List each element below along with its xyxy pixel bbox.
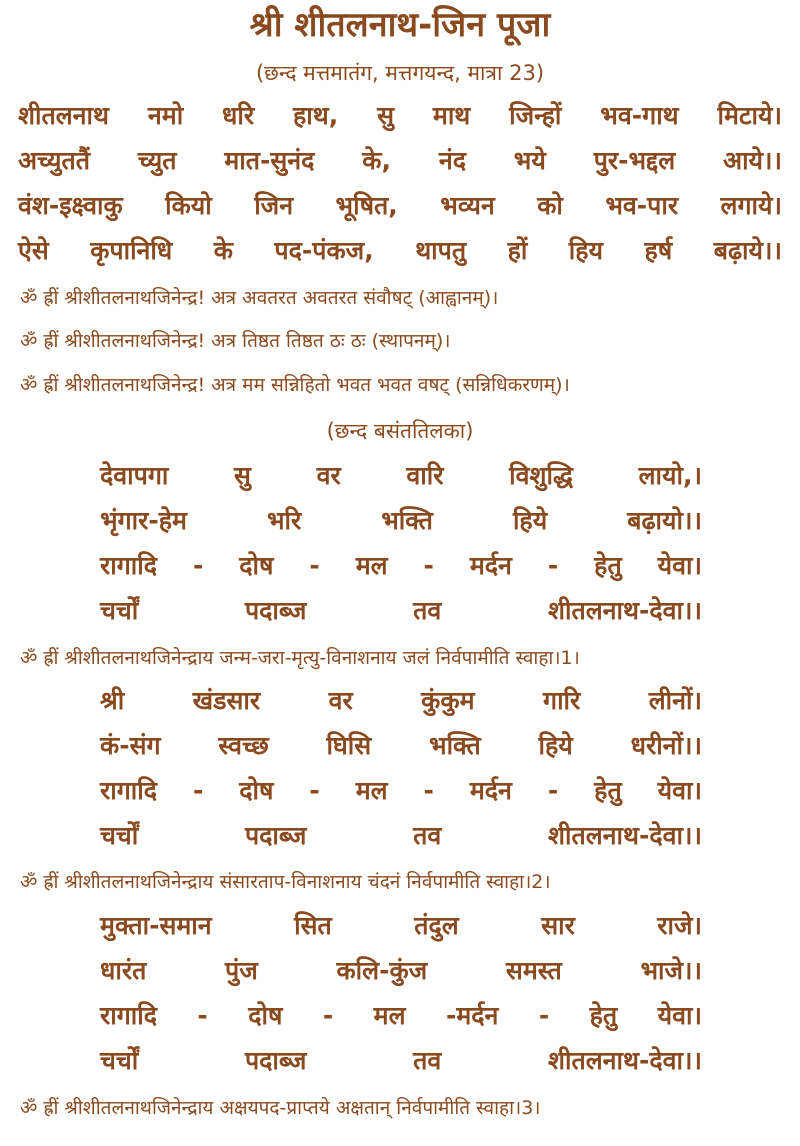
- verse-line-1: शीतलनाथ नमो धरि हाथ, सु माथ जिन्हों भव-गाथ मिटाये।: [18, 101, 782, 130]
- word: भाजे।।: [640, 956, 702, 985]
- stanza-3-line-3: [100, 996, 702, 1036]
- word: -: [322, 1001, 334, 1030]
- verse-line-3: वंश-इक्ष्वाकु कियो जिन भूषित, भव्यन को भव-पार लगाये।: [18, 191, 782, 220]
- word: पदाब्ज: [244, 596, 307, 625]
- word: हिये: [538, 731, 573, 760]
- word: -: [197, 1001, 208, 1030]
- word: सित: [294, 911, 332, 940]
- word: समस्त: [505, 956, 562, 985]
- stanza-3-line-4: [100, 1041, 702, 1081]
- word: लीनों।: [648, 686, 702, 715]
- word: स्वच्छ: [218, 731, 269, 760]
- word: शीतलनाथ-देवा।।: [547, 1046, 702, 1075]
- word: घिसि: [326, 731, 372, 760]
- word: लायो,।: [638, 461, 702, 490]
- word: हेतु: [594, 776, 622, 805]
- word: श्री: [100, 686, 125, 715]
- meter-heading-2: (छन्द बसंततिलका): [326, 419, 474, 443]
- stanza-1-line-2: [100, 501, 702, 541]
- word: तव: [413, 596, 442, 625]
- word: -: [547, 551, 559, 580]
- stanza-3-line-2: [100, 951, 702, 991]
- word: दोष: [239, 776, 274, 805]
- word: सु: [234, 461, 251, 490]
- word: राजे।: [657, 911, 702, 940]
- invocation-aahvanam: ॐ ह्रीं श्रीशीतलनाथजिनेन्द्र! अत्र अवतरत अवतरत संवौषट् (आह्वानम्)।: [20, 287, 499, 309]
- word: येवा।: [657, 551, 702, 580]
- word: रागादि: [100, 1001, 158, 1030]
- stanza-2-line-1: [100, 681, 702, 721]
- stanza-2-line-3: [100, 771, 702, 811]
- word: मुक्ता-समान: [100, 911, 212, 940]
- word: -: [423, 551, 434, 580]
- word: कुंकुम: [421, 686, 475, 715]
- word: चर्चों: [100, 821, 139, 850]
- word: चर्चों: [100, 596, 139, 625]
- stanza-1-line-3: [100, 546, 702, 586]
- verse-line-4: ऐसे कृपानिधि के पद-पंकज, थापतु हों हिय हर्ष बढ़ाये।।: [18, 236, 782, 265]
- word: -: [423, 776, 434, 805]
- word: मल: [355, 776, 388, 805]
- word: धारंत: [100, 956, 147, 985]
- word: पदाब्ज: [244, 1046, 307, 1075]
- word: -: [309, 776, 320, 805]
- word: चर्चों: [100, 1046, 139, 1075]
- invocation-sannidhikaranam: ॐ ह्रीं श्रीशीतलनाथजिनेन्द्र! अत्र मम सन्निहितो भवत भवत वषट् (सन्निधिकरणम्)।: [20, 374, 570, 396]
- word: भृंगार-हेम: [100, 506, 187, 535]
- word: गारि: [543, 686, 581, 715]
- stanza-1-line-4: [100, 591, 702, 631]
- word: शीतलनाथ-देवा।।: [547, 596, 702, 625]
- word: -: [309, 551, 320, 580]
- word: वारि: [406, 461, 444, 490]
- word: बढ़ायो।।: [627, 506, 702, 535]
- word: मर्दन: [469, 776, 512, 805]
- word: खंडसार: [192, 686, 261, 715]
- word: येवा।: [657, 776, 702, 805]
- word: कं-संग: [100, 731, 161, 760]
- word: विशुद्धि: [509, 461, 573, 490]
- word: -: [192, 551, 204, 580]
- invocation-sthapanam: ॐ ह्रीं श्रीशीतलनाथजिनेन्द्र! अत्र तिष्ठत तिष्ठत ठः ठः (स्थापनम्)।: [20, 330, 451, 352]
- word: धरीनों।।: [630, 731, 702, 760]
- word: पुंज: [225, 956, 258, 985]
- verse-line-2: अच्युततैं च्युत मात-सुनंद के, नंद भये पुर-भद्दल आये।।: [18, 146, 782, 175]
- stanza-2-mantra: ॐ ह्रीं श्रीशीतलनाथजिनेन्द्राय संसारताप-विनाशनाय चंदनं निर्वपामीति स्वाहा।2।: [20, 871, 551, 893]
- word: -मर्दन: [445, 1001, 499, 1030]
- word: वर: [316, 461, 341, 490]
- word: तव: [413, 821, 442, 850]
- word: तंदुल: [414, 911, 459, 940]
- meter-heading-1: (छन्द मत्तमातंग, मत्तगयन्द, मात्रा 23): [255, 61, 545, 85]
- word: येवा।: [657, 1001, 702, 1030]
- stanza-3-line-1: [100, 906, 702, 946]
- word: मर्दन: [469, 551, 512, 580]
- word: मल: [355, 551, 388, 580]
- word: शीतलनाथ-देवा।।: [547, 821, 702, 850]
- stanza-1-line-1: [100, 456, 702, 496]
- stanza-2-line-4: [100, 816, 702, 856]
- word: भक्ति: [381, 506, 433, 535]
- word: -: [192, 776, 204, 805]
- word: कलि-कुंज: [336, 956, 428, 985]
- word: देवापगा: [100, 461, 169, 490]
- word: रागादि: [100, 776, 158, 805]
- stanza-2-line-2: [100, 726, 702, 766]
- word: वर: [328, 686, 353, 715]
- word: सार: [541, 911, 575, 940]
- page-title: श्री शीतलनाथ-जिन पूजा: [249, 5, 551, 45]
- word: -: [547, 776, 559, 805]
- word: पदाब्ज: [244, 821, 307, 850]
- word: हेतु: [594, 551, 622, 580]
- word: तव: [413, 1046, 442, 1075]
- word: दोष: [248, 1001, 283, 1030]
- word: -: [538, 1001, 550, 1030]
- word: हेतु: [589, 1001, 618, 1030]
- word: हिये: [512, 506, 548, 535]
- word: मल: [373, 1001, 406, 1030]
- stanza-3-mantra: ॐ ह्रीं श्रीशीतलनाथजिनेन्द्राय अक्षयपद-प्राप्तये अक्षतान् निर्वपामीति स्वाहा।3।: [20, 1097, 541, 1119]
- stanza-1-mantra: ॐ ह्रीं श्रीशीतलनाथजिनेन्द्राय जन्म-जरा-मृत्यु-विनाशनाय जलं निर्वपामीति स्वाहा।1।: [20, 647, 580, 669]
- word: रागादि: [100, 551, 158, 580]
- word: भरि: [266, 506, 302, 535]
- word: दोष: [239, 551, 274, 580]
- word: भक्ति: [429, 731, 481, 760]
